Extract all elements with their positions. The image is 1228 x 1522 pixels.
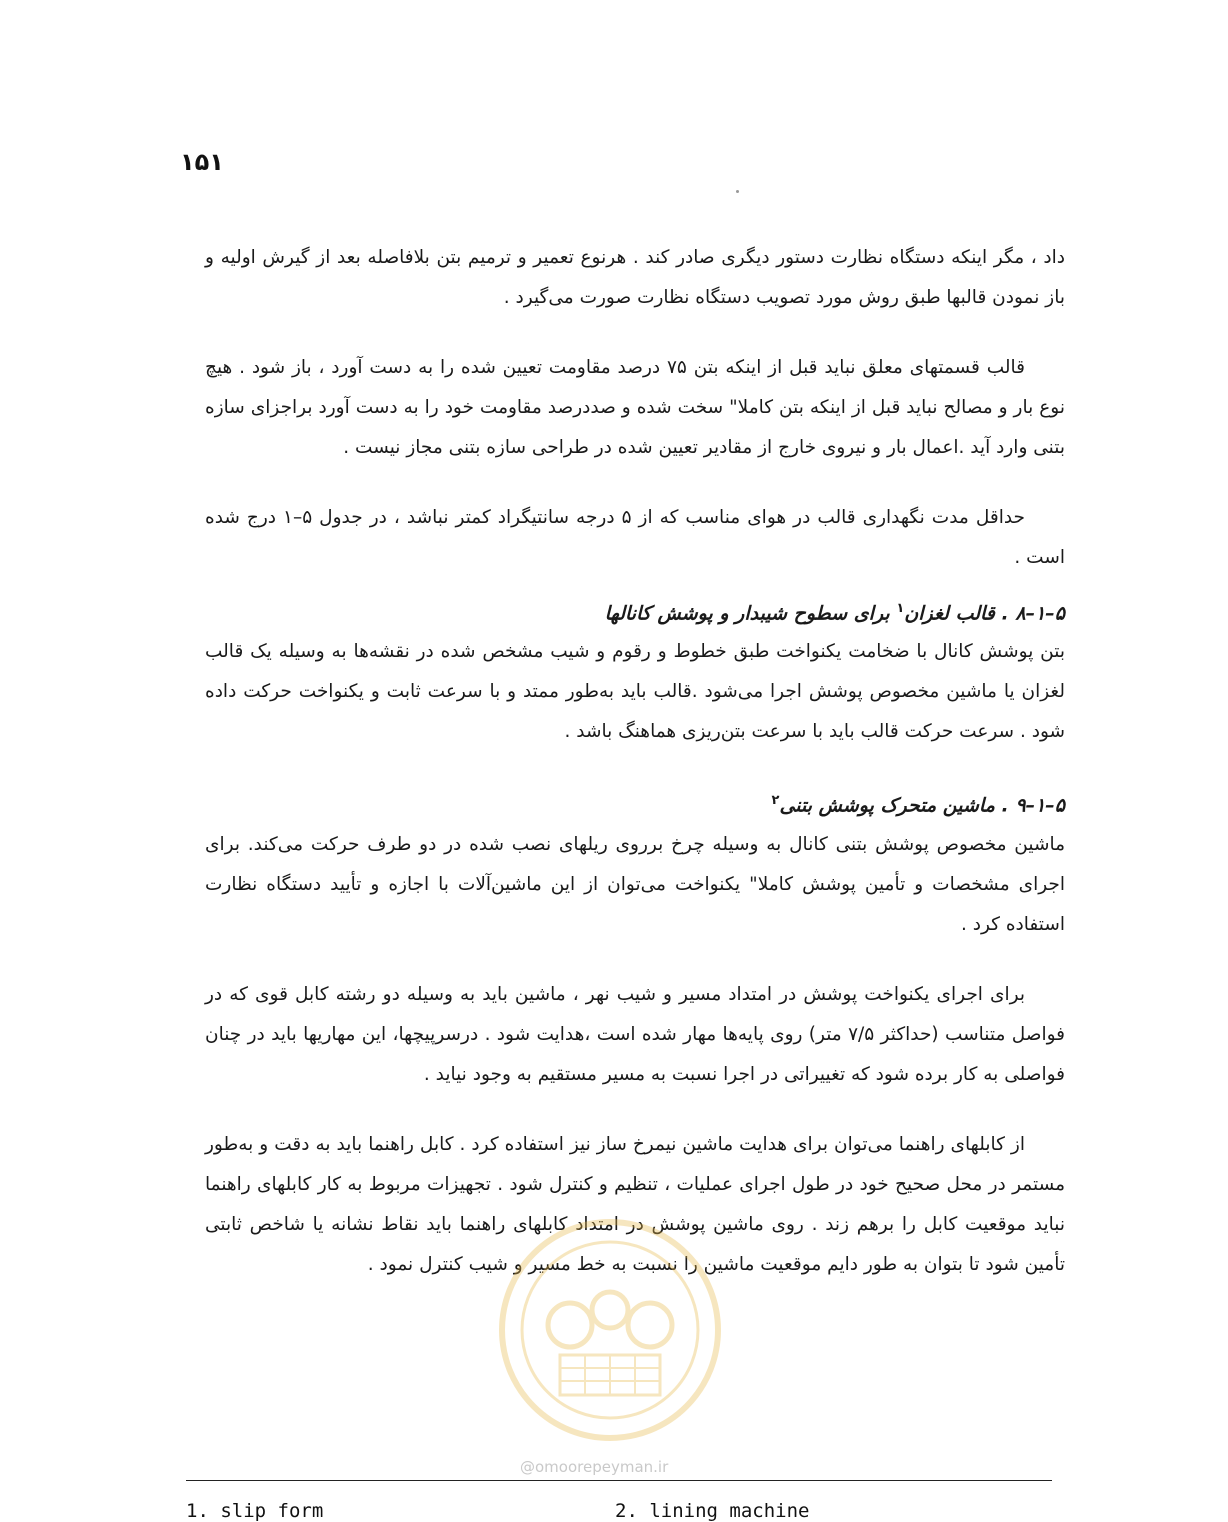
paragraph-1: داد ، مگر اینکه دستگاه نظارت دستور دیگری صادر کند . هرنوع تعمیر و ترمیم بتن بلافاصله بعد از گیرش اولیه و باز نمودن قالبها طبق روش مورد تصویب دستگاه نظارت صورت می‌گیرد . bbox=[205, 247, 1065, 308]
heading-5-1-8-rest: برای سطوح شیبدار و پوشش کانالها bbox=[604, 602, 897, 625]
footnote-ref-2: ۲ bbox=[771, 793, 780, 809]
footnote-2: 2. lining machine bbox=[615, 1500, 810, 1522]
section-heading-5-1-9 bbox=[205, 782, 1065, 824]
paragraph-7: از کابلهای راهنما می‌توان برای هدایت ماشین نیمرخ ساز نیز استفاده کرد . کابل راهنما باید به دقت و به‌طور مستمر در محل صحیح خود در طول اجرای عملیات ، تنظیم و کنترل شود . تجهیزات مربوط به کار کابلهای راهنما نباید موقعیت کابل را برهم زند . روی ماشین پوشش در امتداد کابلهای راهنما باید نقاط نشانه یا شاخص ثابتی تأمین شود تا بتوان به طور دایم موقعیت ماشین را نسبت به خط مسیر و شیب کنترل نمود . bbox=[205, 1133, 1065, 1275]
stray-dot bbox=[736, 190, 739, 193]
paragraph-3: حداقل مدت نگهداری قالب در هوای مناسب که از ۵ درجه سانتیگراد کمتر نباشد ، در جدول ۵–۱ درج شده است . bbox=[205, 507, 1065, 568]
watermark-text: @omoorepeyman.ir bbox=[520, 1458, 669, 1476]
paragraph-5: ماشین مخصوص پوشش بتنی کانال به وسیله چرخ برروی ریلهای نصب شده در دو طرف حرکت می‌کند. برای اجرای مشخصات و تأمین پوشش کاملا" یکنواخت می‌توان از این ماشین‌آلات با اجازه و تأیید دستگاه نظارت استفاده کرد . bbox=[205, 833, 1065, 935]
footnote-ref-1: ۱ bbox=[896, 601, 905, 616]
page-number: ۱۵۱ bbox=[180, 148, 224, 176]
paragraph-6: برای اجرای یکنواخت پوشش در امتداد مسیر و شیب نهر ، ماشین باید به وسیله دو رشته کابل قوی که در فواصل متناسب (حداکثر ۷/۵ متر) روی پایه‌ها مهار شده است ،هدایت شود . درسرپیچها، این مهاریها باید در چنان فواصلی به کار برده شود که تغییراتی در اجرا نسبت به مسیر مستقیم به وجود نیاید . bbox=[205, 983, 1065, 1085]
paragraph-2: قالب قسمتهای معلق نباید قبل از اینکه بتن ۷۵ درصد مقاومت تعیین شده را به دست آورد ، باز شود . هیچ نوع بار و مصالح نباید قبل از اینکه بتن کاملا" سخت شده و صددرصد مقاومت خود را به دست آورد براجزای سازه بتنی وارد آید .اعمال بار و نیروی خارج از مقادیر تعیین شده در طراحی سازه بتنی مجاز نیست . bbox=[205, 357, 1065, 458]
heading-5-1-9-text: ۵–۱–۹ . ماشین متحرک پوشش بتنی bbox=[779, 794, 1065, 817]
paragraph-4: بتن پوشش کانال با ضخامت یکنواخت طبق خطوط و رقوم و شیب مشخص شده در نقشه‌ها به وسیله یک قالب لغزان یا ماشین مخصوص پوشش اجرا می‌شود .قالب باید به‌طور ممتد و با سرعت ثابت و یکنواخت حرکت داده شود . سرعت حرکت قالب باید با سرعت بتن‌ریزی هماهنگ باشد . bbox=[205, 641, 1065, 743]
heading-5-1-8-text: ۵–۱–۸ . قالب لغزان bbox=[904, 602, 1065, 625]
section-heading-5-1-8 bbox=[205, 590, 1065, 632]
footnote-divider bbox=[186, 1480, 1052, 1481]
body-text bbox=[205, 238, 1065, 1285]
footnote-1: 1. slip form bbox=[186, 1500, 324, 1522]
